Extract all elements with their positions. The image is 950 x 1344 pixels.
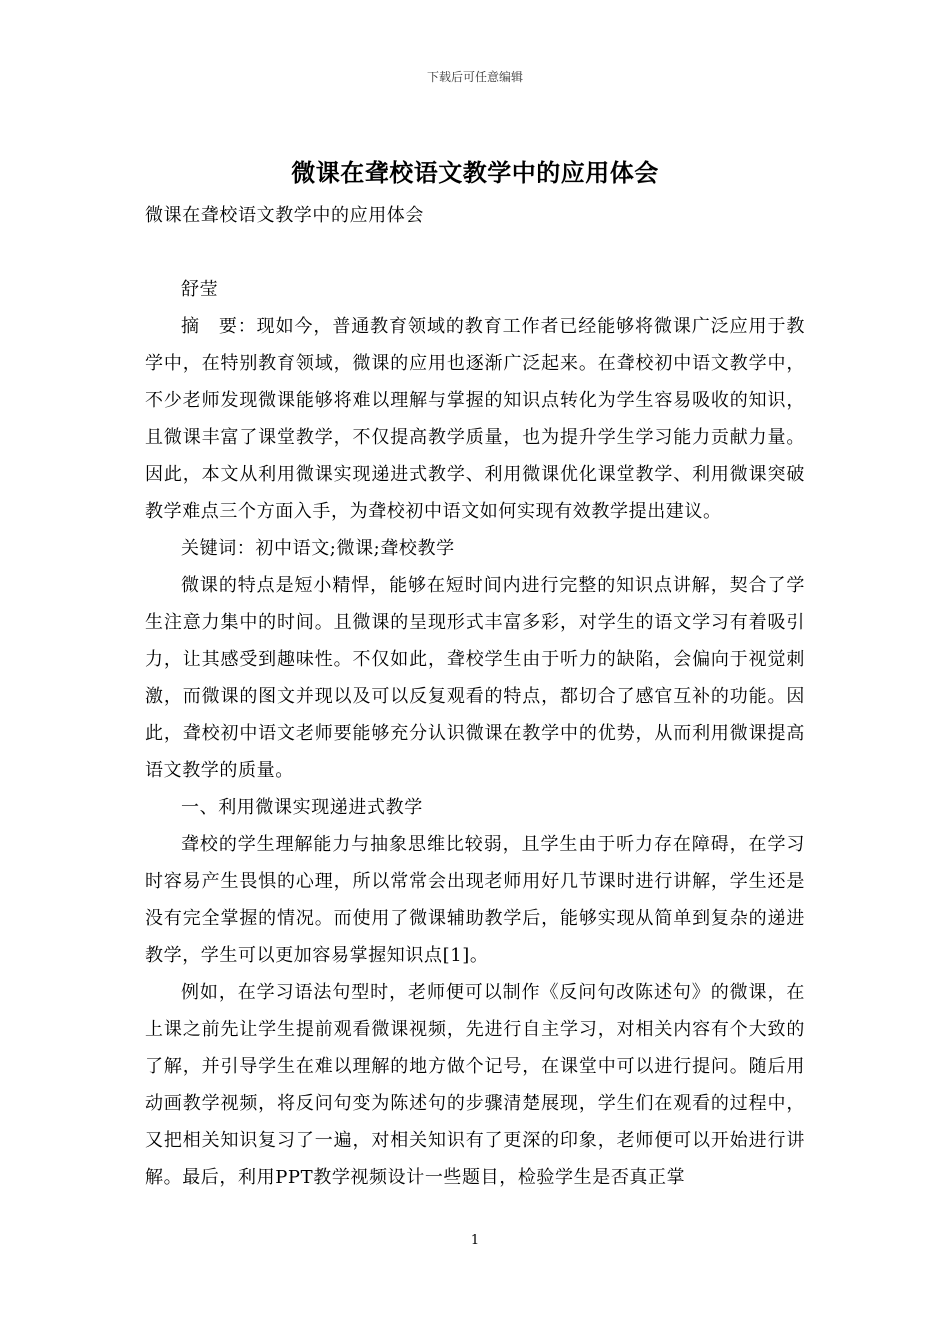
document-body xyxy=(145,197,805,1196)
body-paragraph: 聋校的学生理解能力与抽象思维比较弱，且学生由于听力存在障碍，在学习时容易产生畏惧的心理，所以常常会出现老师用好几节课时进行讲解，学生还是没有完全掌握的情况。而使用了微课辅助教学后，能够实现从简单到复杂的递进教学，学生可以更加容易掌握知识点[1]。 xyxy=(145,834,805,966)
intro-paragraph: 微课的特点是短小精悍，能够在短时间内进行完整的知识点讲解，契合了学生注意力集中的时间。且微课的呈现形式丰富多彩，对学生的语文学习有着吸引力，让其感受到趣味性。不仅如此，聋校学生由于听力的缺陷，会偏向于视觉刺激，而微课的图文并现以及可以反复观看的特点，都切合了感官互补的功能。因此，聋校初中语文老师要能够充分认识微课在教学中的优势，从而利用微课提高语文教学的质量。 xyxy=(145,575,805,781)
page-header-note: 下载后可任意编辑 xyxy=(426,70,523,84)
subtitle-line: 微课在聋校语文教学中的应用体会 xyxy=(145,205,424,226)
keywords-line: 关键词：初中语文;微课;聋校教学 xyxy=(181,538,455,559)
author-name: 舒莹 xyxy=(181,279,219,300)
body-paragraph: 例如，在学习语法句型时，老师便可以制作《反问句改陈述句》的微课，在上课之前先让学生提前观看微课视频，先进行自主学习，对相关内容有个大致的了解，并引导学生在难以理解的地方做个记号，在课堂中可以进行提问。随后用动画教学视频，将反问句变为陈述句的步骤清楚展现，学生们在观看的过程中，又把相关知识复习了一遍，对相关知识有了更深的印象，老师便可以开始进行讲解。最后，利用PPT教学视频设计一些题目，检验学生是否真正掌 xyxy=(145,982,805,1188)
document-title: 微课在聋校语文教学中的应用体会 xyxy=(291,158,659,187)
page-number: 1 xyxy=(470,1233,480,1248)
blank-line xyxy=(145,234,805,271)
abstract-paragraph: 摘 要：现如今，普通教育领域的教育工作者已经能够将微课广泛应用于教学中，在特别教育领域，微课的应用也逐渐广泛起来。在聋校初中语文教学中，不少老师发现微课能够将难以理解与掌握的知识点转化为学生容易吸收的知识，且微课丰富了课堂教学，不仅提高教学质量，也为提升学生学习能力贡献力量。因此，本文从利用微课实现递进式教学、利用微课优化课堂教学、利用微课突破教学难点三个方面入手，为聋校初中语文如何实现有效教学提出建议。 xyxy=(145,316,805,522)
section-heading: 一、利用微课实现递进式教学 xyxy=(181,797,423,818)
